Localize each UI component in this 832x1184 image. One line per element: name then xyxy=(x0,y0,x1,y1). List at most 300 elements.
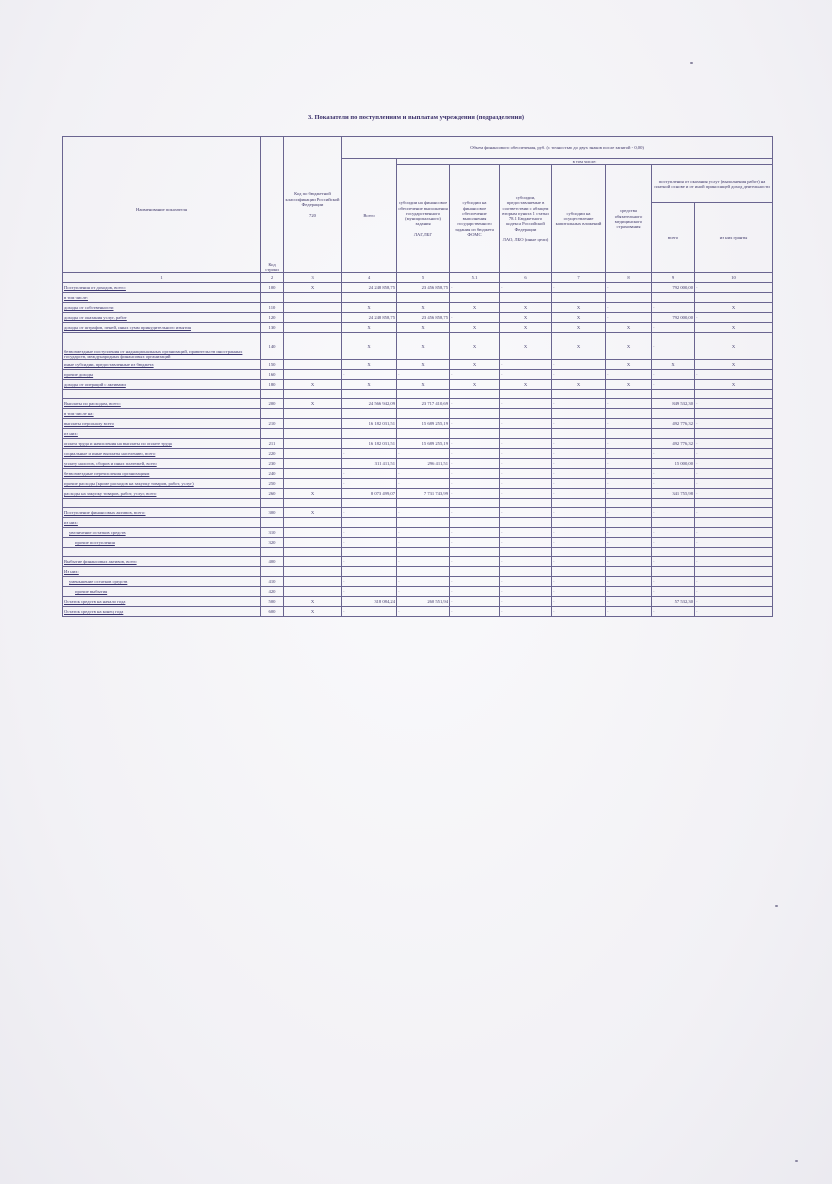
foms-value: - xyxy=(450,459,500,469)
paid-total-value: 492 776,32 xyxy=(652,419,695,429)
column-number: 9 xyxy=(652,273,695,283)
line-code xyxy=(261,567,284,577)
oms-value xyxy=(606,548,652,557)
oms-value xyxy=(606,429,652,439)
table-row xyxy=(63,597,773,607)
table-row xyxy=(63,508,773,518)
foms-value: - xyxy=(450,449,500,459)
paid-total-value: 341 755,98 xyxy=(652,489,695,499)
capital-value: - xyxy=(552,283,606,293)
foms-value: - xyxy=(450,528,500,538)
oms-value: - xyxy=(606,419,652,429)
capital-value: X xyxy=(552,323,606,333)
total-value xyxy=(342,390,397,399)
other-purpose-value: - xyxy=(500,587,552,597)
total-value xyxy=(342,499,397,508)
foms-value: - xyxy=(450,283,500,293)
table-row xyxy=(63,390,773,399)
grants-value: - xyxy=(695,538,773,548)
kbk-code xyxy=(284,360,342,370)
line-code: 150 xyxy=(261,360,284,370)
table-row xyxy=(63,360,773,370)
line-code: 410 xyxy=(261,577,284,587)
other-purpose-value: X xyxy=(500,380,552,390)
column-number: 1 xyxy=(63,273,261,283)
grants-value xyxy=(695,429,773,439)
grants-value: - xyxy=(695,449,773,459)
total-value: - xyxy=(342,538,397,548)
financial-indicators-table xyxy=(62,136,773,617)
header-indicator-name: Наименование показателя xyxy=(63,137,261,273)
foms-value: - xyxy=(450,439,500,449)
total-value xyxy=(342,293,397,303)
line-code: 210 xyxy=(261,419,284,429)
paid-total-value: - xyxy=(652,538,695,548)
other-purpose-value xyxy=(500,548,552,557)
total-value: 318 084,24 xyxy=(342,597,397,607)
line-code: 140 xyxy=(261,333,284,360)
capital-value: - xyxy=(552,449,606,459)
capital-value: - xyxy=(552,508,606,518)
foms-value: - xyxy=(450,479,500,489)
capital-value: - xyxy=(552,419,606,429)
capital-value xyxy=(552,390,606,399)
grants-value: X xyxy=(695,380,773,390)
foms-value: X xyxy=(450,380,500,390)
grants-value: - xyxy=(695,283,773,293)
capital-value: - xyxy=(552,577,606,587)
foms-value: - xyxy=(450,469,500,479)
table-row xyxy=(63,370,773,380)
oms-value: - xyxy=(606,607,652,617)
kbk-code xyxy=(284,499,342,508)
state-task-value xyxy=(397,429,450,439)
other-purpose-value: X xyxy=(500,333,552,360)
total-value xyxy=(342,429,397,439)
paid-total-value: 792 000,00 xyxy=(652,283,695,293)
paid-total-value xyxy=(652,548,695,557)
oms-value xyxy=(606,409,652,419)
indicator-label xyxy=(63,548,261,557)
indicator-label: иные субсидии, предоставленные из бюджета xyxy=(63,360,261,370)
table-row xyxy=(63,380,773,390)
capital-value xyxy=(552,518,606,528)
kbk-code xyxy=(284,449,342,459)
line-code xyxy=(261,293,284,303)
paid-total-value: - xyxy=(652,508,695,518)
table-row xyxy=(63,479,773,489)
header-including: в том числе: xyxy=(397,159,773,165)
foms-value: X xyxy=(450,333,500,360)
kbk-code xyxy=(284,577,342,587)
foms-value xyxy=(450,409,500,419)
paid-total-value xyxy=(652,518,695,528)
state-task-value xyxy=(397,499,450,508)
other-purpose-value: - xyxy=(500,528,552,538)
indicator-label: Остаток средств на начало года xyxy=(63,597,261,607)
kbk-code xyxy=(284,313,342,323)
state-task-value: - xyxy=(397,508,450,518)
line-code xyxy=(261,548,284,557)
indicator-label: увеличение остатков средств xyxy=(63,528,261,538)
line-code: 500 xyxy=(261,597,284,607)
oms-value xyxy=(606,293,652,303)
oms-value: - xyxy=(606,399,652,409)
paid-total-value xyxy=(652,409,695,419)
grants-value xyxy=(695,293,773,303)
table-row xyxy=(63,429,773,439)
kbk-code xyxy=(284,419,342,429)
oms-value xyxy=(606,499,652,508)
capital-value: - xyxy=(552,459,606,469)
kbk-code xyxy=(284,567,342,577)
other-purpose-value: - xyxy=(500,370,552,380)
header-state-task-subsidy: субсидии на финансовое обеспечение выполнения государственного (муниципального) задания ЛАГ,ЛБГ xyxy=(397,165,450,273)
kbk-code xyxy=(284,459,342,469)
kbk-code xyxy=(284,370,342,380)
column-number: 8 xyxy=(606,273,652,283)
header-paid-services-income: поступления от оказания услуг (выполнения работ) на платной основе и от иной приносящей доход деятельности xyxy=(652,165,773,203)
grants-value: - xyxy=(695,313,773,323)
kbk-code xyxy=(284,469,342,479)
column-number: 4 xyxy=(342,273,397,283)
column-number: 10 xyxy=(695,273,773,283)
table-row xyxy=(63,459,773,469)
state-task-value: 260 551,94 xyxy=(397,597,450,607)
indicator-label: Остаток средств на конец года xyxy=(63,607,261,617)
header-total: Всего xyxy=(342,159,397,273)
grants-value xyxy=(695,499,773,508)
header-foms-subsidy: субсидии на финансовое обеспечение выполнения государственного задания из бюджета ФОМС xyxy=(450,165,500,273)
paid-total-value: - xyxy=(652,587,695,597)
column-number: 7 xyxy=(552,273,606,283)
paid-total-value: - xyxy=(652,577,695,587)
scan-speck xyxy=(690,62,693,64)
table-row xyxy=(63,469,773,479)
column-numbers-row xyxy=(63,273,773,283)
other-purpose-value xyxy=(500,409,552,419)
line-code: 220 xyxy=(261,449,284,459)
capital-value: - xyxy=(552,607,606,617)
table-row xyxy=(63,409,773,419)
indicator-label: прочие расходы (кроме расходов на закупку товаров, работ, услуг) xyxy=(63,479,261,489)
other-purpose-value: - xyxy=(500,459,552,469)
kbk-code: X xyxy=(284,607,342,617)
paid-total-value xyxy=(652,567,695,577)
indicator-label xyxy=(63,499,261,508)
line-code xyxy=(261,390,284,399)
grants-value xyxy=(695,409,773,419)
total-value: 16 182 031,51 xyxy=(342,439,397,449)
paid-total-value: - xyxy=(652,557,695,567)
page-title: 3. Показатели по поступлениям и выплатам учреждения (подразделения) xyxy=(307,114,525,121)
grants-value xyxy=(695,390,773,399)
other-purpose-value: - xyxy=(500,577,552,587)
total-value xyxy=(342,518,397,528)
kbk-code: X xyxy=(284,283,342,293)
other-purpose-value xyxy=(500,293,552,303)
total-value: - xyxy=(342,370,397,380)
capital-value: X xyxy=(552,313,606,323)
table-row xyxy=(63,439,773,449)
line-code xyxy=(261,499,284,508)
indicator-label: из них: xyxy=(63,429,261,439)
grants-value xyxy=(695,567,773,577)
oms-value: - xyxy=(606,469,652,479)
grants-value: - xyxy=(695,459,773,469)
scan-speck xyxy=(795,1160,798,1162)
table-row xyxy=(63,489,773,499)
kbk-code xyxy=(284,557,342,567)
total-value: 311 411,51 xyxy=(342,459,397,469)
oms-value xyxy=(606,518,652,528)
other-purpose-value: - xyxy=(500,469,552,479)
table-row xyxy=(63,607,773,617)
line-code: 300 xyxy=(261,508,284,518)
kbk-code xyxy=(284,293,342,303)
other-purpose-value: - xyxy=(500,489,552,499)
line-code: 211 xyxy=(261,439,284,449)
paid-total-value xyxy=(652,390,695,399)
line-code: 600 xyxy=(261,607,284,617)
capital-value: - xyxy=(552,399,606,409)
paid-total-value xyxy=(652,293,695,303)
capital-value: - xyxy=(552,439,606,449)
table-row xyxy=(63,303,773,313)
other-purpose-value: X xyxy=(500,323,552,333)
capital-value xyxy=(552,548,606,557)
state-task-value xyxy=(397,293,450,303)
state-task-value: - xyxy=(397,587,450,597)
state-task-value xyxy=(397,548,450,557)
kbk-code xyxy=(284,333,342,360)
total-value: - xyxy=(342,508,397,518)
capital-value xyxy=(552,499,606,508)
capital-value: - xyxy=(552,479,606,489)
oms-value: X xyxy=(606,323,652,333)
capital-value: X xyxy=(552,333,606,360)
paid-total-value: 849 532,30 xyxy=(652,399,695,409)
grants-value: - xyxy=(695,597,773,607)
oms-value: X xyxy=(606,333,652,360)
foms-value xyxy=(450,293,500,303)
column-number: 3 xyxy=(284,273,342,283)
paid-total-value: - xyxy=(652,607,695,617)
oms-value: - xyxy=(606,538,652,548)
oms-value xyxy=(606,390,652,399)
table-row xyxy=(63,528,773,538)
indicator-label: доходы от операций с активами xyxy=(63,380,261,390)
indicator-label: оплата труда и начисления на выплаты по оплате труда xyxy=(63,439,261,449)
capital-value: - xyxy=(552,597,606,607)
paid-total-value: - xyxy=(652,479,695,489)
grants-value: - xyxy=(695,577,773,587)
line-code: 420 xyxy=(261,587,284,597)
capital-value: - xyxy=(552,469,606,479)
total-value: X xyxy=(342,380,397,390)
indicator-label: безвозмездные поступления от наднациональных организаций, правительств иностранных государств, международных финансовых организаций xyxy=(63,333,261,360)
state-task-value xyxy=(397,390,450,399)
indicator-label: прочие доходы xyxy=(63,370,261,380)
indicator-label: уменьшение остатков средств xyxy=(63,577,261,587)
header-kbk: Код по бюджетной классификации Российской Федерации 720 xyxy=(284,137,342,273)
kbk-code xyxy=(284,390,342,399)
indicator-label: прочие поступления xyxy=(63,538,261,548)
foms-value xyxy=(450,518,500,528)
oms-value: - xyxy=(606,577,652,587)
indicator-label: социальные и иные выплаты населению, всего xyxy=(63,449,261,459)
state-task-value: 23 456 858,75 xyxy=(397,283,450,293)
header-other-purpose-subsidy: субсидии, предоставляемые в соответствии с абзацем вторым пункта 1 статьи 78.1 Бюджетного кодекса Российской Федерации ЛАО, ЛБО (иные цели) xyxy=(500,165,552,273)
table-row xyxy=(63,449,773,459)
state-task-value: 23 456 858,75 xyxy=(397,313,450,323)
line-code: 250 xyxy=(261,479,284,489)
indicator-label: Из них: xyxy=(63,567,261,577)
state-task-value: X xyxy=(397,333,450,360)
state-task-value xyxy=(397,409,450,419)
foms-value xyxy=(450,499,500,508)
oms-value: - xyxy=(606,597,652,607)
table-body xyxy=(63,283,773,617)
capital-value: - xyxy=(552,557,606,567)
oms-value: - xyxy=(606,439,652,449)
foms-value: - xyxy=(450,577,500,587)
table-row xyxy=(63,567,773,577)
capital-value: X xyxy=(552,303,606,313)
foms-value xyxy=(450,567,500,577)
oms-value: - xyxy=(606,528,652,538)
indicator-label xyxy=(63,390,261,399)
foms-value: - xyxy=(450,313,500,323)
foms-value: - xyxy=(450,489,500,499)
kbk-code: X xyxy=(284,597,342,607)
indicator-label: Выплаты по расходам, всего: xyxy=(63,399,261,409)
total-value: - xyxy=(342,577,397,587)
kbk-code: X xyxy=(284,489,342,499)
other-purpose-value: - xyxy=(500,399,552,409)
other-purpose-value xyxy=(500,567,552,577)
capital-value xyxy=(552,293,606,303)
header-paid-total: всего xyxy=(652,203,695,273)
foms-value: - xyxy=(450,419,500,429)
line-code: 400 xyxy=(261,557,284,567)
grants-value: - xyxy=(695,587,773,597)
line-code: 130 xyxy=(261,323,284,333)
table-row xyxy=(63,333,773,360)
table-row xyxy=(63,538,773,548)
state-task-value: X xyxy=(397,360,450,370)
header-capital-investment-subsidy: субсидии на осуществление капитальных вложений xyxy=(552,165,606,273)
kbk-code xyxy=(284,548,342,557)
foms-value xyxy=(450,429,500,439)
state-task-value: X xyxy=(397,303,450,313)
other-purpose-value xyxy=(500,518,552,528)
foms-value: X xyxy=(450,303,500,313)
grants-value: - xyxy=(695,489,773,499)
other-purpose-value: X xyxy=(500,303,552,313)
total-value: 24 248 858,75 xyxy=(342,283,397,293)
paid-total-value: 792 000,00 xyxy=(652,313,695,323)
oms-value: - xyxy=(606,370,652,380)
total-value: 16 182 031,51 xyxy=(342,419,397,429)
table-row xyxy=(63,419,773,429)
state-task-value: - xyxy=(397,449,450,459)
foms-value: - xyxy=(450,587,500,597)
kbk-code xyxy=(284,323,342,333)
kbk-code xyxy=(284,479,342,489)
total-value: X xyxy=(342,323,397,333)
line-code xyxy=(261,429,284,439)
line-code xyxy=(261,518,284,528)
kbk-code xyxy=(284,303,342,313)
paid-total-value: 15 000,00 xyxy=(652,459,695,469)
grants-value: X xyxy=(695,360,773,370)
oms-value: - xyxy=(606,303,652,313)
grants-value: - xyxy=(695,419,773,429)
line-code: 110 xyxy=(261,303,284,313)
grants-value: - xyxy=(695,557,773,567)
paid-total-value: X xyxy=(652,360,695,370)
capital-value: - xyxy=(552,587,606,597)
grants-value: X xyxy=(695,333,773,360)
indicator-label: расходы на закупку товаров, работ, услуг, всего xyxy=(63,489,261,499)
other-purpose-value: - xyxy=(500,607,552,617)
oms-value: - xyxy=(606,587,652,597)
paid-total-value xyxy=(652,499,695,508)
oms-value: - xyxy=(606,557,652,567)
total-value: X xyxy=(342,333,397,360)
foms-value: - xyxy=(450,370,500,380)
grants-value: - xyxy=(695,370,773,380)
table-row xyxy=(63,323,773,333)
kbk-code xyxy=(284,538,342,548)
total-value: 24 248 858,75 xyxy=(342,313,397,323)
total-value: - xyxy=(342,587,397,597)
state-task-value: - xyxy=(397,370,450,380)
state-task-value: - xyxy=(397,607,450,617)
table-row xyxy=(63,577,773,587)
grants-value xyxy=(695,548,773,557)
kbk-code: X xyxy=(284,399,342,409)
header-line-code: Код строки xyxy=(261,137,284,273)
total-value xyxy=(342,409,397,419)
header-grants: из них гранты xyxy=(695,203,773,273)
capital-value: - xyxy=(552,489,606,499)
state-task-value: - xyxy=(397,469,450,479)
paid-total-value: - xyxy=(652,303,695,313)
line-code: 230 xyxy=(261,459,284,469)
capital-value xyxy=(552,567,606,577)
capital-value: X xyxy=(552,380,606,390)
indicator-label: в том числе на: xyxy=(63,409,261,419)
indicator-label: доходы от штрафов, пеней, иных сумм принудительного изъятия xyxy=(63,323,261,333)
table-row xyxy=(63,499,773,508)
line-code: 260 xyxy=(261,489,284,499)
total-value: - xyxy=(342,557,397,567)
indicator-label: в том числе: xyxy=(63,293,261,303)
scan-speck xyxy=(775,905,778,907)
grants-value: X xyxy=(695,323,773,333)
foms-value: - xyxy=(450,538,500,548)
indicator-label: безвозмездные перечисления организациям xyxy=(63,469,261,479)
table-row xyxy=(63,557,773,567)
grants-value xyxy=(695,518,773,528)
total-value: 8 073 499,07 xyxy=(342,489,397,499)
kbk-code xyxy=(284,587,342,597)
paid-total-value: 57 532,30 xyxy=(652,597,695,607)
grants-value: - xyxy=(695,528,773,538)
grants-value: - xyxy=(695,439,773,449)
